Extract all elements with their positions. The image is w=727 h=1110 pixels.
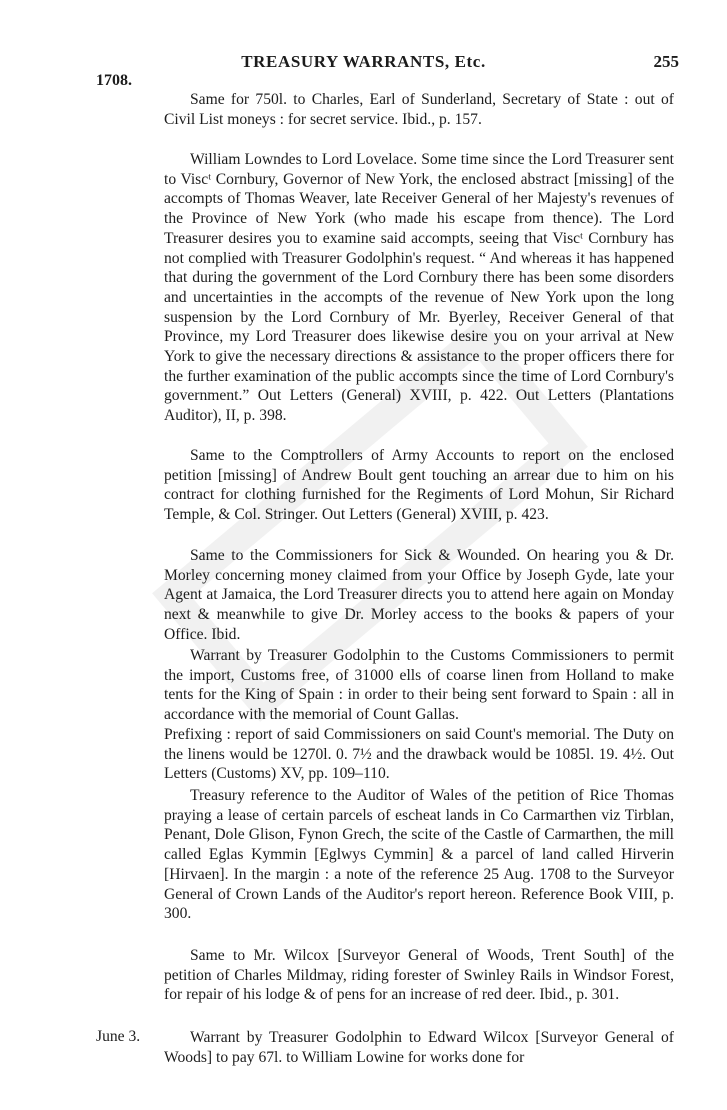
entry-wilcox-warrant (164, 1028, 674, 1067)
entry-lovelace-letter (164, 150, 674, 426)
entry-text: Warrant by Treasurer Godolphin to Edward Wilcox [Surveyor General of Woods] to pay 67l. to William Lowine for works done for (164, 1029, 674, 1066)
entry-text: William Lowndes to Lord Lovelace. Some time since the Lord Treasurer sent to Viscᵗ Cornbury, Governor of New York, the enclosed abstract [missing] of the accompts of Thomas Weaver, late Receiver General of her Majesty's revenues of the Province of New York (who made his escape from thence). The Lord Treasurer desires you to examine said accompts, seeing that Viscᵗ Cornbury has not complied with Treasurer Godolphin's request. “ And whereas it has happened that during the government of the Lord Cornbury there has been some disorders and uncertainties in the accompts of the revenue of New York upon the long suspension by the Lord Cornbury of Mr. Byerley, Receiver General of that Province, my Lord Treasurer does likewise desire you on your arrival at New York to give the necessary directions & assistance to the proper officers there for the further examination of the public accompts since the time of Lord Cornbury's government.” Out Letters (General) XVIII, p. 422. Out Letters (Plantations Auditor), II, p. 398. (164, 151, 674, 425)
entry-text: Warrant by Treasurer Godolphin to the Customs Commissioners to permit the import, Customs free, of 31000 ells of coarse linen from Holland to make tents for the King of Spain : in order to their being sent forward to Spain : all in accordance with the memorial of Count Gallas. (164, 647, 674, 724)
page-number: 255 (653, 52, 679, 71)
entry-text: Same to Mr. Wilcox [Surveyor General of Woods, Trent South] of the petition of Charles Mildmay, riding forester of Swinley Rails in Windsor Forest, for repair of his lodge & of pens for an increase of red deer. Ibid., p. 301. (164, 947, 674, 1004)
entry-text: Same to the Comptrollers of Army Accounts to report on the enclosed petition [missing] of Andrew Boult gent touching an arrear due to him on his contract for clothing furnished for the Regiments of Lord Mohun, Sir Richard Temple, & Col. Stringer. Out Letters (General) XVIII, p. 423. (164, 447, 674, 524)
margin-date: June 3. (96, 1028, 141, 1045)
entry-text: Same to the Commissioners for Sick & Wounded. On hearing you & Dr. Morley concerning money claimed from your Office by Joseph Gyde, late your Agent at Jamaica, the Lord Treasurer directs you to attend here again on Monday next & meanwhile to give Dr. Morley access to the books & papers of your Office. Ibid. (164, 547, 674, 643)
margin-year: 1708. (96, 72, 132, 89)
entry-sunderland (164, 90, 674, 129)
entry-text: Same for 750l. to Charles, Earl of Sunderland, Secretary of State : out of Civil List moneys : for secret service. Ibid., p. 157. (164, 91, 674, 128)
entry-text: Treasury reference to the Auditor of Wales of the petition of Rice Thomas praying a lease of certain parcels of escheat lands in Co Carmarthen viz Tirblan, Penant, Dole Glison, Fynon Grech, the scite of the Castle of Carmarthen, the mill called Eglas Kymmin [Eglwys Cymmin] & a parcel of land called Hirverin [Hirvaen]. In the margin : a note of the reference 25 Aug. 1708 to the Surveyor General of Crown Lands of the Auditor's report hereon. Reference Book VIII, p. 300. (164, 787, 674, 923)
entry-prefixing-note: Prefixing : report of said Commissioners on said Count's memorial. The Duty on the linens would be 1270l. 0. 7½ and the drawback would be 1085l. 19. 4½. Out Letters (Customs) XV, pp. 109–110. (164, 725, 674, 783)
entry-rice-thomas (164, 786, 674, 924)
entry-army-accounts (164, 446, 674, 525)
entry-customs-linen (164, 646, 674, 784)
entry-mildmay (164, 946, 674, 1005)
entry-sick-wounded (164, 546, 674, 645)
running-title: TREASURY WARRANTS, Etc. (241, 52, 486, 71)
